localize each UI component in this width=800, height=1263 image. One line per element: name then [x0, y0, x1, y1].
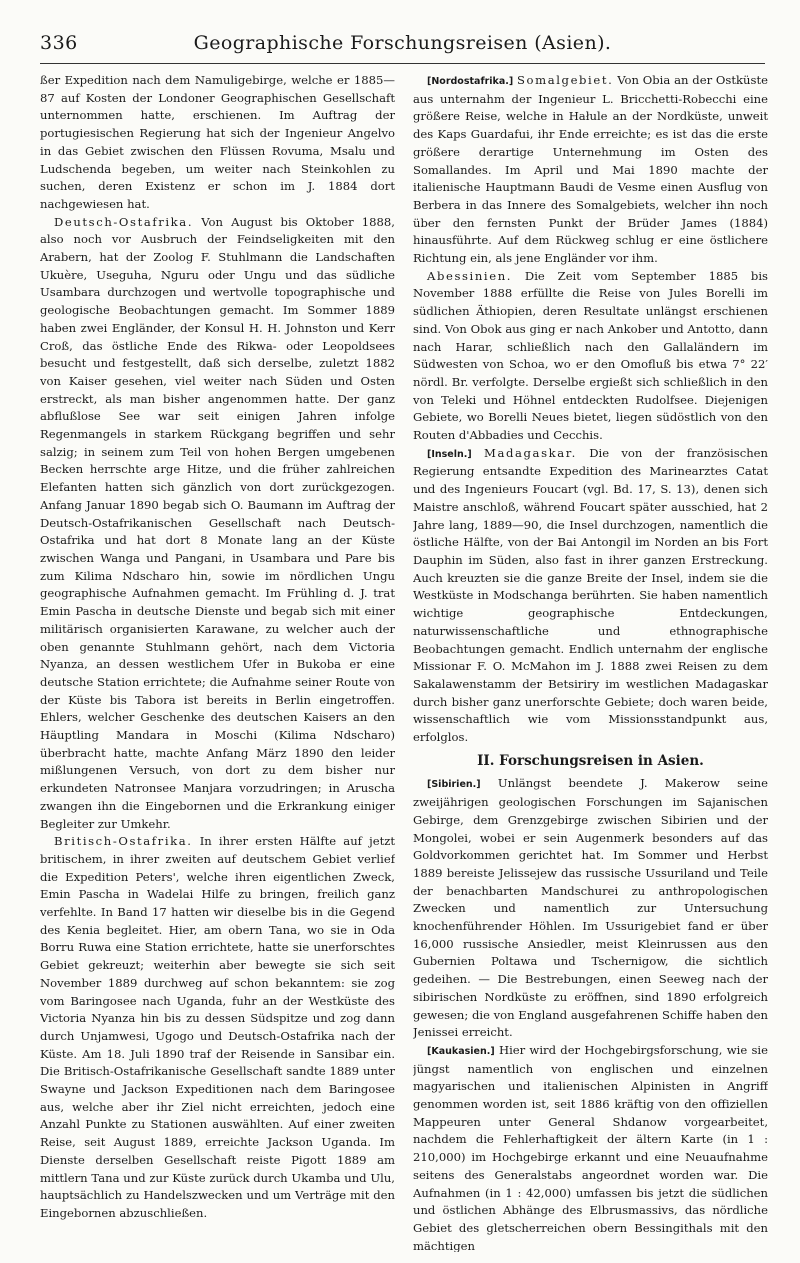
paragraph-lead: Deutsch-Ostafrika.	[54, 214, 194, 229]
paragraph-lead: Abessinien.	[427, 268, 513, 283]
running-header	[40, 30, 765, 60]
paragraph-deutsch-ostafrika: Deutsch-Ostafrika. Von August bis Oktober 1888, also noch vor Ausbruch der Feindseligkeiten mit den Arabern, hat der Zoolog F. Stuhlmann die Landschaften Ukuère, Useguha, Nguru oder Ungu und das südliche Usambara durchzogen und wertvolle topographische und geologische Beobachtungen gemacht. Im Sommer 1889 haben zwei Engländer, der Konsul H. H. Johnston und Kerr Croß, das östliche Ende des Rikwa- oder Leopoldsees besucht und festgestellt, daß sich derselbe, zuletzt 1882 von Kaiser gesehen, viel weiter nach Süden und Osten erstreckt, als man bisher angenommen hatte. Der ganz abflußlose See war seit einigen Jahren infolge Regenmangels in starkem Rückgang begriffen und sehr salzig; in seinem zum Teil von hohen Bergen umgebenen Becken herrschte arge Hitze, und die früher zahlreichen Elefanten hatten sich gänzlich von dort zurückgezogen. Anfang Januar 1890 begab sich O. Baumann im Auftrag der Deutsch-Ostafrikanischen Gesellschaft nach Deutsch-Ostafrika und hat dort 8 Monate lang an der Küste zwischen Wanga und Pangani, in Usambara und Pare bis zum Kilima Ndscharo hin, sowie im nördlichen Ungu geographische Aufnahmen gemacht. Im Frühling d. J. trat Emin Pascha in deutsche Dienste und begab sich mit einer militärisch organisierten Karawane, zu welcher auch der oben genannte Stuhlmann gehört, nach dem Victoria Nyanza, an dessen westlichem Ufer in Bukoba er eine deutsche Station errichtete; die Aufnahme seiner Route von der Küste bis Tabora ist bereits in Berlin eingetroffen. Ehlers, welcher Geschenke des deutschen Kaisers an den Häuptling Mandara in Moschi (Kilima Ndscharo) überbracht hatte, machte Anfang März 1890 den leider mißlungenen Versuch, von dort zu dem bisher nur erkundeten Natronsee Manjara vorzudringen; in Aruscha zwangen ihn die Eingebornen und die Erkrankung einiger Begleiter zur Umkehr.	[40, 214, 395, 831]
header-rule	[40, 63, 765, 64]
region-tag: [Kaukasien.]	[427, 1045, 495, 1057]
paragraph-lead: Somalgebiet.	[517, 73, 614, 87]
paragraph-britisch-ostafrika: Britisch-Ostafrika. In ihrer ersten Hälfte auf jetzt britischem, in ihrer zweiten auf deutschem Gebiet verlief die Expedition Peters', welche ihren eigentlichen Zweck, Emin Pascha in Wadelai Hilfe zu bringen, freilich ganz verfehlte. In Band 17 hatten wir dieselbe bis in die Gegend des Kenia begleitet. Hier, am obern Tana, wo sie in Oda Borru Ruwa eine Station errichtete, hatte sie unerforschtes Gebiet gekreuzt; weiterhin aber bewegte sie sich seit November 1889 durchweg auf schon bekanntem: sie zog vom Baringosee nach Uganda, fuhr an der Westküste des Victoria Nyanza hin bis zu dessen Südspitze und zog dann durch Unjamwesi, Ugogo und Deutsch-Ostafrika nach der Küste. Am 18. Juli 1890 traf der Reisende in Sansibar ein. Die Britisch-Ostafrikanische Gesellschaft sandte 1889 unter Swayne und Jackson Expeditionen nach dem Baringosee aus, welche aber ihr Ziel nicht erreichten, jedoch eine Anzahl Punkte zu Stationen auswählten. Auf einer zweiten Reise, seit August 1889, erreichte Jackson Uganda. Im Dienste derselben Gesellschaft reiste Pigott 1889 am mittlern Tana und zur Küste zurück durch Ukamba und Ulu, hauptsächlich zu Handelszwecken und um Verträge mit den Eingebornen abzuschließen.	[40, 834, 395, 1220]
paragraph-lead: Madagaskar.	[484, 445, 577, 460]
region-tag: [Nordostafrika.]	[427, 76, 514, 87]
right-column	[413, 72, 768, 1252]
paragraph-madagaskar: [Inseln.] Madagaskar. Die von der französischen Regierung entsandte Expedition des Marinearztes Catat und des Ingenieurs Foucart (vgl. Bd. 17, S. 13), denen sich Maistre anschloß, während Foucart später ausschied, hat 2 Jahre lang, 1889—90, die Insel durchzogen, namentlich die östliche Hälfte, von der Bai Antongil im Norden an bis Fort Dauphin im Süden, also fast in ihrer ganzen Erstreckung. Auch kreuzten sie die ganze Breite der Insel, indem sie die Westküste in Modschanga berührten. Sie haben namentlich wichtige geographische Entdeckungen, naturwissenschaftliche und ethnographische Beobachtungen gemacht. Endlich unternahm der englische Missionar F. O. McMahon im J. 1888 zwei Reisen zu dem Sakalawenstamm der Betsiriry im westlichen Madagaskar durch bisher ganz unerforschte Gebiete; doch waren beide, wissenschaftlich wie vom Missionsstandpunkt aus, erfolglos.	[413, 445, 768, 745]
region-tag: [Inseln.]	[427, 448, 472, 460]
page-number: 336	[40, 32, 78, 54]
running-title: Geographische Forschungsreisen (Asien).	[193, 32, 612, 54]
paragraph-sibirien: [Sibirien.] Unlängst beendete J. Makerow seine zweijährigen geologischen Forschungen im Sajanischen Gebirge, dem Grenzgebirge zwischen Sibirien und der Mongolei, wobei er sein Augenmerk besonders auf das Goldvorkommen gerichtet hat. Im Sommer und Herbst 1889 bereiste Jelissejew das russische Ussuriland und Teile der benachbarten Mandschurei zu anthropologischen Zwecken und namentlich zur Untersuchung knochenführender Höhlen. Im Ussurigebiet fand er über 16,000 russische Ansiedler, meist Kleinrussen aus den Gubernien Poltawa und Tschernigow, die sichtlich gedeihen. — Die Bestrebungen, einen Seeweg nach der sibirischen Nordküste zu eröffnen, sind 1890 erfolgreich gewesen; die von England ausgefahrenen Schiffe haben den Jenissei erreicht.	[413, 776, 768, 1040]
paragraph-kaukasien: [Kaukasien.] Hier wird der Hochgebirgsforschung, wie sie jüngst namentlich von englischen und einzelnen magyarischen und italienischen Alpinisten in Angriff genommen worden ist, seit 1886 kräftig von den offiziellen Mappeuren unter General Shdanow vorgearbeitet, nachdem die Fehlerhaftigkeit der ältern Karte (in 1 : 210,000) im Hochgebirge erkannt und eine Neuaufnahme seitens des Generalstabs angeordnet worden war. Die Aufnahmen (in 1 : 42,000) umfassen bis jetzt die südlichen und östlichen Abhänge des Elbrusmassivs, das nördliche Gebiet des gletscherreichen obern Bessingithals mit den mächtigen	[413, 1042, 768, 1252]
paragraph-continuation: ßer Expedition nach dem Namuligebirge, welche er 1885—87 auf Kosten der Londoner Geographischen Gesellschaft unternommen hatte, erschienen. Im Auftrag der portugiesischen Regierung hat sich der Ingenieur Angelvo in das Gebiet zwischen den Flüssen Rovuma, Msalu und Ludschenda begeben, um weiter nach Steinkohlen zu suchen, deren Existenz er schon im J. 1884 dort nachgewiesen hat.	[40, 73, 395, 211]
region-tag: [Sibirien.]	[427, 779, 481, 791]
section-heading: II. Forschungsreisen in Asien.	[477, 752, 704, 769]
paragraph-lead: Britisch-Ostafrika.	[54, 834, 193, 849]
paragraph-abessinien: Abessinien. Die Zeit vom September 1885 bis November 1888 erfüllte die Reise von Jules Borelli im südlichen Äthiopien, deren Resultate unlängst erschienen sind. Von Obok aus ging er nach Ankober und Antotto, dann nach Harar, schließlich nach den Gallaländern im Südwesten von Schoa, wo er den Omofluß bis etwa 7° 22′ nördl. Br. verfolgte. Derselbe ergießt sich schließlich in den von Teleki und Höhnel entdeckten Rudolfsee. Diejenigen Gebiete, wo Borelli Neues bietet, liegen südöstlich von den Routen d'Abbadies und Cecchis.	[413, 268, 768, 443]
left-column	[40, 72, 395, 1252]
paragraph-somalgebiet: [Nordostafrika.] Somalgebiet. Von Obia an der Ostküste aus unternahm der Ingenieur L. Bricchetti-Robecchi eine größere Reise, welche in Hałule an der Nordküste, unweit des Kaps Guardafui, ihr Ende erreichte; es ist das die erste größere derartige Unternehmung im Osten des Somallandes. Im April und Mai 1890 machte der italienische Hauptmann Baudi de Vesme einen Ausflug von Berbera in das Innere des Somalgebiets, welcher ihn noch über den fernsten Punkt der Brüder James (1884) hinausführte. Auf dem Rückweg schlug er eine östlichere Richtung ein, als jene Engländer vor ihm.	[413, 73, 768, 266]
